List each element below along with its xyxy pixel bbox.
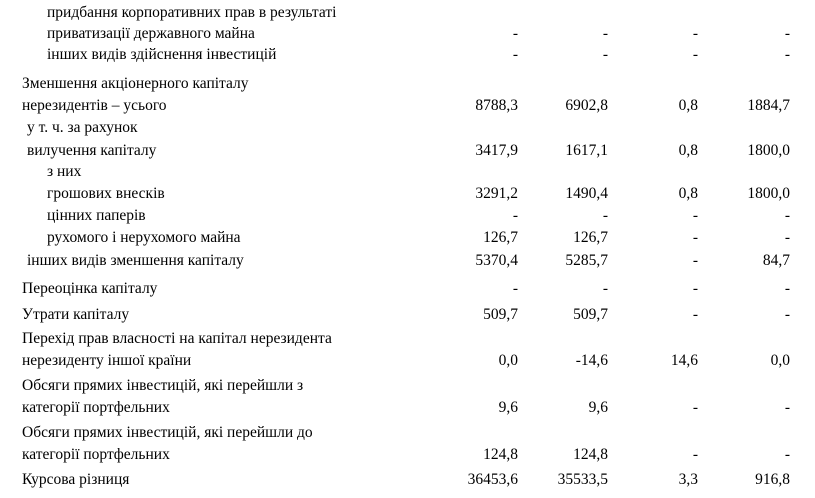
value-cell: 1800,0 bbox=[747, 142, 790, 159]
value-cell: 3417,9 bbox=[475, 142, 518, 159]
table-row bbox=[0, 304, 815, 326]
value-cell: - bbox=[692, 25, 698, 42]
value-cell: - bbox=[692, 252, 698, 269]
table-row bbox=[0, 95, 815, 117]
table-row bbox=[0, 278, 815, 300]
value-cell: - bbox=[512, 207, 518, 224]
value-cell: - bbox=[692, 306, 698, 323]
row-label: інших видів здійснення інвестицій bbox=[47, 46, 277, 63]
value-cell: -14,6 bbox=[575, 352, 608, 369]
row-label: категорії портфельних bbox=[22, 446, 170, 463]
table-row bbox=[0, 422, 815, 444]
row-label: Переоцінка капіталу bbox=[22, 280, 158, 297]
table-row bbox=[0, 250, 815, 272]
value-cell: 0,8 bbox=[678, 142, 698, 159]
value-cell: - bbox=[692, 229, 698, 246]
value-cell: - bbox=[602, 46, 608, 63]
row-label: рухомого і нерухомого майна bbox=[47, 229, 241, 246]
value-cell: - bbox=[512, 280, 518, 297]
row-label: грошових внесків bbox=[47, 185, 165, 202]
table-row bbox=[0, 161, 815, 183]
value-cell: 14,6 bbox=[670, 352, 698, 369]
value-cell: 1800,0 bbox=[747, 185, 790, 202]
row-label: Обсяги прямих інвестицій, які перейшли до bbox=[22, 424, 313, 441]
value-cell: - bbox=[692, 280, 698, 297]
table-row bbox=[0, 44, 815, 66]
value-cell: 9,6 bbox=[588, 399, 608, 416]
value-cell: - bbox=[784, 46, 790, 63]
row-label: придбання корпоративних прав в результаті bbox=[47, 4, 337, 21]
table-row bbox=[0, 227, 815, 249]
table-row bbox=[0, 73, 815, 95]
row-label: нерезидентів – усього bbox=[22, 97, 167, 114]
table-row bbox=[0, 350, 815, 372]
table-row bbox=[0, 375, 815, 397]
row-label: вилучення капіталу bbox=[27, 142, 157, 159]
value-cell: 916,8 bbox=[755, 471, 790, 488]
value-cell: 509,7 bbox=[573, 306, 608, 323]
value-cell: 1884,7 bbox=[747, 97, 790, 114]
value-cell: 36453,6 bbox=[467, 471, 518, 488]
value-cell: - bbox=[784, 280, 790, 297]
row-label: нерезиденту іншої країни bbox=[22, 352, 192, 369]
row-label: приватизації державного майна bbox=[47, 25, 255, 42]
value-cell: 5370,4 bbox=[475, 252, 518, 269]
row-label: Утрати капіталу bbox=[22, 306, 130, 323]
value-cell: 3291,2 bbox=[475, 185, 518, 202]
value-cell: 1490,4 bbox=[565, 185, 608, 202]
row-label: цінних паперів bbox=[47, 207, 146, 224]
value-cell: - bbox=[784, 399, 790, 416]
value-cell: - bbox=[692, 207, 698, 224]
value-cell: - bbox=[602, 25, 608, 42]
table-row bbox=[0, 397, 815, 419]
value-cell: - bbox=[692, 46, 698, 63]
table-row bbox=[0, 444, 815, 466]
value-cell: 35533,5 bbox=[557, 471, 608, 488]
value-cell: 0,0 bbox=[498, 352, 518, 369]
value-cell: - bbox=[602, 207, 608, 224]
table-row bbox=[0, 328, 815, 350]
value-cell: 1617,1 bbox=[565, 142, 608, 159]
row-label: категорії портфельних bbox=[22, 399, 170, 416]
value-cell: 0,0 bbox=[770, 352, 790, 369]
value-cell: - bbox=[602, 280, 608, 297]
value-cell: 9,6 bbox=[498, 399, 518, 416]
value-cell: - bbox=[784, 306, 790, 323]
value-cell: - bbox=[692, 446, 698, 463]
value-cell: - bbox=[784, 25, 790, 42]
value-cell: 8788,3 bbox=[475, 97, 518, 114]
table-row bbox=[0, 117, 815, 139]
value-cell: 124,8 bbox=[483, 446, 518, 463]
value-cell: 126,7 bbox=[483, 229, 518, 246]
table-row bbox=[0, 183, 815, 205]
table-row bbox=[0, 205, 815, 227]
value-cell: 3,3 bbox=[678, 471, 698, 488]
value-cell: 5285,7 bbox=[565, 252, 608, 269]
value-cell: - bbox=[512, 46, 518, 63]
row-label: Курсова різниця bbox=[22, 471, 130, 488]
table-row bbox=[0, 2, 815, 24]
table-row bbox=[0, 140, 815, 162]
value-cell: 0,8 bbox=[678, 185, 698, 202]
value-cell: - bbox=[692, 399, 698, 416]
value-cell: 126,7 bbox=[573, 229, 608, 246]
value-cell: - bbox=[512, 25, 518, 42]
table-row bbox=[0, 23, 815, 45]
value-cell: - bbox=[784, 229, 790, 246]
value-cell: - bbox=[784, 207, 790, 224]
value-cell: 0,8 bbox=[678, 97, 698, 114]
row-label: у т. ч. за рахунок bbox=[27, 119, 138, 136]
value-cell: 6902,8 bbox=[565, 97, 608, 114]
value-cell: 124,8 bbox=[573, 446, 608, 463]
row-label: Перехід прав власності на капітал нерезидента bbox=[22, 330, 332, 347]
row-label: інших видів зменшення капіталу bbox=[27, 252, 244, 269]
row-label: Обсяги прямих інвестицій, які перейшли з bbox=[22, 377, 304, 394]
row-label: Зменшення акціонерного капіталу bbox=[22, 75, 249, 92]
value-cell: 84,7 bbox=[762, 252, 790, 269]
value-cell: 509,7 bbox=[483, 306, 518, 323]
value-cell: - bbox=[784, 446, 790, 463]
row-label: з них bbox=[47, 163, 82, 180]
table-row bbox=[0, 469, 815, 491]
